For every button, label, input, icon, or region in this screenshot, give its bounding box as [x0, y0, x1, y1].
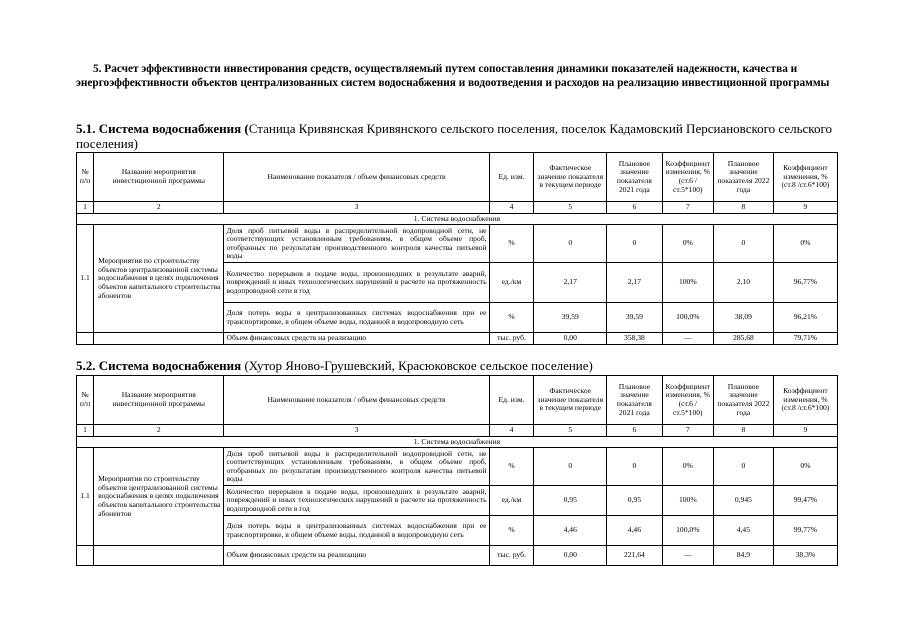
coef1-cell: 100,0%: [662, 303, 713, 333]
col-header-plan2022: Плановое значение показателя 2022 года: [713, 153, 773, 202]
col-header-plan2021: Плановое значение показателя 2021 года: [607, 376, 663, 425]
section-title-5-2: [76, 358, 846, 373]
unit-cell: %: [489, 516, 534, 546]
section-title-number: 5.1. Система водоснабжения (: [76, 121, 249, 136]
plan2021-cell: 4,46: [607, 516, 663, 546]
coef2-cell: 96,21%: [773, 303, 837, 333]
table-row-finance: [77, 333, 838, 345]
col-number: 2: [94, 202, 224, 214]
plan2022-cell: 0,945: [713, 486, 773, 516]
col-header-indicator: Наименование показателя / объем финансовых средств: [224, 153, 489, 202]
plan2022-cell: 84,9: [713, 546, 773, 566]
col-number: 7: [662, 425, 713, 437]
col-number: 6: [607, 425, 663, 437]
subheader-water-supply: 1. Система водоснабжения: [77, 436, 838, 448]
plan2021-cell: 0,95: [607, 486, 663, 516]
plan2022-cell: 38,09: [713, 303, 773, 333]
col-header-indicator: Наименование показателя / объем финансовых средств: [224, 376, 489, 425]
coef2-cell: 79,71%: [773, 333, 837, 345]
coef2-cell: 99,47%: [773, 486, 837, 516]
col-number: 9: [773, 202, 837, 214]
section-title-location: (Хутор Яново-Грушевский, Красюковское сельское поселение): [241, 358, 593, 373]
coef1-cell: 100%: [662, 263, 713, 303]
col-header-unit: Ед. изм.: [489, 153, 534, 202]
coef2-cell: 0%: [773, 225, 837, 263]
col-header-coef2: Коэффициент изменения, % (ст.8 /ст.6*100): [773, 153, 837, 202]
col-header-coef1: Коэффициент изменения, % (ст.6 /ст.5*100): [662, 153, 713, 202]
coef2-cell: 99,77%: [773, 516, 837, 546]
col-number: 9: [773, 425, 837, 437]
col-number: 8: [713, 425, 773, 437]
col-header-plan2022: Плановое значение показателя 2022 года: [713, 376, 773, 425]
col-header-coef1: Коэффициент изменения, % (ст.6 /ст.5*100): [662, 376, 713, 425]
unit-cell: %: [489, 225, 534, 263]
indicator-name: Доля потерь воды в централизованных системах водоснабжения при ее транспортировке, в общем объеме воды, поданной в водопроводную сеть: [224, 303, 489, 333]
col-number: 5: [534, 202, 607, 214]
unit-cell: %: [489, 303, 534, 333]
unit-cell: ед./км: [489, 263, 534, 303]
col-number: 4: [489, 425, 534, 437]
table-header-row: [77, 153, 838, 202]
coef1-cell: 100%: [662, 486, 713, 516]
col-number: 8: [713, 202, 773, 214]
fact-cell: 0: [534, 225, 607, 263]
col-header-num: № п/п: [77, 153, 94, 202]
fact-cell: 0,00: [534, 546, 607, 566]
subheader-water-supply: 1. Система водоснабжения: [77, 213, 838, 225]
col-number: 4: [489, 202, 534, 214]
coef1-cell: 0%: [662, 225, 713, 263]
fact-cell: 0,00: [534, 333, 607, 345]
col-number: 7: [662, 202, 713, 214]
fact-cell: 4,46: [534, 516, 607, 546]
coef2-cell: 96,77%: [773, 263, 837, 303]
fact-cell: 2,17: [534, 263, 607, 303]
event-name: [94, 333, 224, 345]
section-title-number: 5.2. Система водоснабжения: [76, 358, 242, 373]
indicators-table-5-2: [76, 375, 838, 566]
fact-cell: 0: [534, 448, 607, 486]
coef1-cell: 100,0%: [662, 516, 713, 546]
plan2021-cell: 0: [607, 225, 663, 263]
indicators-table-5-1: [76, 152, 838, 345]
plan2021-cell: 2,17: [607, 263, 663, 303]
col-header-num: № п/п: [77, 376, 94, 425]
indicator-name: Доля проб питьевой воды в распределительной водопроводной сети, не соответствующих установленным требованиям, в общем объеме проб, отобранных по результатам производственного контроля качества питьевой воды: [224, 225, 489, 263]
row-number: [77, 333, 94, 345]
column-number-row: [77, 425, 838, 437]
coef1-cell: —: [662, 333, 713, 345]
plan2021-cell: 0: [607, 448, 663, 486]
document-heading: 5. Расчет эффективности инвестирования средств, осуществляемый путем сопоставления динамики показателей надежности, качества и энергоэффективности объектов централизованных систем водоснабжения и водоотведения и расходов на реализацию инвестиционной программы: [76, 63, 830, 89]
col-number: 3: [224, 202, 489, 214]
col-header-fact: Фактическое значение показателя в текущем периоде: [534, 376, 607, 425]
plan2022-cell: 0: [713, 448, 773, 486]
col-header-unit: Ед. изм.: [489, 376, 534, 425]
col-header-coef2: Коэффициент изменения, % (ст.8 /ст.6*100): [773, 376, 837, 425]
unit-cell: %: [489, 448, 534, 486]
unit-cell: тыс. руб.: [489, 333, 534, 345]
table-row: [77, 225, 838, 263]
table-row: [77, 448, 838, 486]
indicator-name: Доля потерь воды в централизованных системах водоснабжения при ее транспортировке, в общем объеме воды, поданной в водопроводную сеть: [224, 516, 489, 546]
event-name: [94, 546, 224, 566]
coef1-cell: —: [662, 546, 713, 566]
col-number: 3: [224, 425, 489, 437]
col-number: 6: [607, 202, 663, 214]
subheader-row: [77, 436, 838, 448]
coef2-cell: 38,3%: [773, 546, 837, 566]
plan2021-cell: 358,38: [607, 333, 663, 345]
event-name: Мероприятия по строительству объектов централизованной системы водоснабжения в целях подключения объектов капитального строительства абонентов: [94, 225, 224, 333]
section-title-5-1: [76, 121, 846, 151]
table-header-row: [77, 376, 838, 425]
column-number-row: [77, 202, 838, 214]
row-number: [77, 546, 94, 566]
event-name: Мероприятия по строительству объектов централизованной системы водоснабжения в целях подключения объектов капитального строительства абонентов: [94, 448, 224, 546]
unit-cell: тыс. руб.: [489, 546, 534, 566]
col-header-plan2021: Плановое значение показателя 2021 года: [607, 153, 663, 202]
coef2-cell: 0%: [773, 448, 837, 486]
col-header-event: Название мероприятия инвестиционной программы: [94, 153, 224, 202]
col-number: 2: [94, 425, 224, 437]
subheader-row: [77, 213, 838, 225]
row-number: 1.1: [77, 225, 94, 333]
plan2022-cell: 2,10: [713, 263, 773, 303]
indicator-name: Доля проб питьевой воды в распределительной водопроводной сети, не соответствующих установленным требованиям, в общем объеме проб, отобранных по результатам производственного контроля качества питьевой воды: [224, 448, 489, 486]
plan2022-cell: 4,45: [713, 516, 773, 546]
table-row-finance: [77, 546, 838, 566]
coef1-cell: 0%: [662, 448, 713, 486]
plan2021-cell: 221,64: [607, 546, 663, 566]
indicator-name: Количество перерывов в подаче воды, произошедших в результате аварий, повреждений и иных технологических нарушений в расчете на протяженность водопроводной сети в год: [224, 486, 489, 516]
col-number: 5: [534, 425, 607, 437]
plan2022-cell: 0: [713, 225, 773, 263]
indicator-name: Количество перерывов в подаче воды, произошедших в результате аварий, повреждений и иных технологических нарушений в расчете на протяженность водопроводной сети в год: [224, 263, 489, 303]
section-title-location: Станица Кривянская Кривянского сельского поселения, поселок Кадамовский Персиановского сельского поселения): [76, 121, 832, 151]
indicator-name: Объем финансовых средств на реализацию: [224, 333, 489, 345]
col-header-event: Название мероприятия инвестиционной программы: [94, 376, 224, 425]
fact-cell: 0,95: [534, 486, 607, 516]
plan2021-cell: 39,59: [607, 303, 663, 333]
col-number: 1: [77, 202, 94, 214]
row-number: 1.1: [77, 448, 94, 546]
col-number: 1: [77, 425, 94, 437]
indicator-name: Объем финансовых средств на реализацию: [224, 546, 489, 566]
fact-cell: 39,59: [534, 303, 607, 333]
unit-cell: ед./км: [489, 486, 534, 516]
plan2022-cell: 285,68: [713, 333, 773, 345]
col-header-fact: Фактическое значение показателя в текущем периоде: [534, 153, 607, 202]
